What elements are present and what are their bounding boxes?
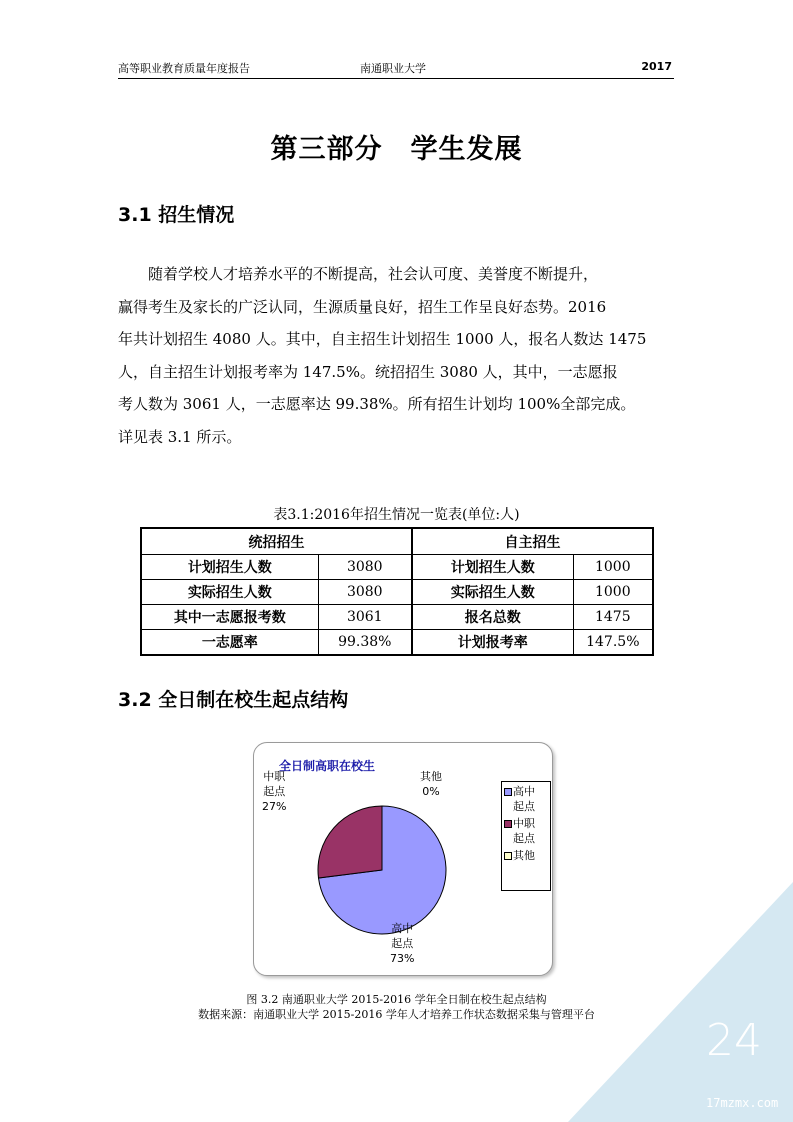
figure-caption: 图 3.2 南通职业大学 2015-2016 学年全日制在校生起点结构 bbox=[246, 993, 547, 1006]
row-value: 3080 bbox=[318, 580, 412, 605]
legend-item-other bbox=[502, 848, 550, 863]
chart-legend bbox=[501, 781, 551, 891]
pie-label-other bbox=[420, 769, 442, 799]
row-value: 1475 bbox=[573, 605, 653, 630]
legend-item-high-school bbox=[502, 784, 550, 814]
legend-label: 起点 bbox=[513, 832, 535, 845]
table-caption: 表3.1:2016年招生情况一览表(单位:人) bbox=[273, 507, 520, 523]
paragraph-line: 考人数为 3061 人，一志愿率达 99.38%。所有招生计划均 100%全部完成。 bbox=[118, 395, 636, 413]
paragraph-line: 随着学校人才培养水平的不断提高，社会认可度、美誉度不断提升， bbox=[148, 265, 599, 283]
figure-data-source: 数据来源：南通职业大学 2015-2016 学年人才培养工作状态数据采集与管理平台 bbox=[198, 1008, 595, 1021]
row-label: 其中一志愿报考数 bbox=[141, 605, 318, 630]
row-value: 3061 bbox=[318, 605, 412, 630]
paragraph-line: 人，自主招生计划报考率为 147.5%。统招招生 3080 人，其中，一志愿报 bbox=[118, 362, 618, 381]
page-title: 第三部分 学生发展 bbox=[270, 134, 523, 165]
row-label: 计划报考率 bbox=[412, 630, 573, 656]
pie-label-vocational bbox=[262, 769, 286, 814]
legend-label: 起点 bbox=[513, 800, 535, 813]
section-heading-student-origin: 3.2 全日制在校生起点结构 bbox=[118, 689, 349, 711]
legend-label: 其他 bbox=[513, 849, 535, 862]
pie-label-text: 起点 bbox=[263, 785, 286, 798]
page-header bbox=[118, 58, 674, 79]
pie-label-text: 中职 bbox=[263, 770, 286, 783]
header-school-name: 南通职业大学 bbox=[360, 62, 426, 75]
legend-label: 中职 bbox=[513, 817, 535, 830]
row-value: 1000 bbox=[573, 555, 653, 580]
header-year: 2017 bbox=[641, 60, 672, 73]
pie-label-percent: 73% bbox=[390, 952, 415, 965]
page-number: 24 bbox=[706, 1015, 762, 1066]
enrollment-paragraph bbox=[118, 258, 678, 453]
legend-swatch bbox=[504, 852, 512, 860]
header-report-title: 高等职业教育质量年度报告 bbox=[118, 62, 250, 75]
corner-triangle-decoration bbox=[568, 882, 793, 1122]
row-value: 3080 bbox=[318, 555, 412, 580]
row-label: 报名总数 bbox=[412, 605, 573, 630]
pie-slice-vocational bbox=[318, 806, 382, 878]
row-value: 99.38% bbox=[318, 630, 412, 656]
table-row bbox=[141, 605, 653, 630]
row-label: 计划招生人数 bbox=[141, 555, 318, 580]
group-unified-enrollment: 统招招生 bbox=[141, 528, 412, 555]
pie-label-percent: 27% bbox=[262, 800, 287, 813]
table-row bbox=[141, 555, 653, 580]
section-heading-enrollment: 3.1 招生情况 bbox=[118, 204, 235, 226]
pie-label-high-school bbox=[390, 921, 414, 966]
row-label: 实际招生人数 bbox=[141, 580, 318, 605]
legend-label: 高中 bbox=[513, 785, 535, 798]
row-label: 计划招生人数 bbox=[412, 555, 573, 580]
pie-label-text: 起点 bbox=[391, 937, 414, 950]
chart-title: 全日制高职在校生 bbox=[279, 759, 376, 773]
row-value: 1000 bbox=[573, 580, 653, 605]
table-row bbox=[141, 580, 653, 605]
row-label: 实际招生人数 bbox=[412, 580, 573, 605]
legend-item-vocational bbox=[502, 816, 550, 846]
legend-swatch bbox=[504, 788, 512, 796]
table-header-row bbox=[141, 528, 653, 555]
pie-label-percent: 0% bbox=[422, 785, 440, 798]
group-independent-enrollment: 自主招生 bbox=[412, 528, 653, 555]
row-value: 147.5% bbox=[573, 630, 653, 656]
paragraph-line: 详见表 3.1 所示。 bbox=[118, 427, 242, 446]
pie-chart bbox=[253, 742, 553, 976]
pie-label-text: 其他 bbox=[420, 770, 442, 783]
row-label: 一志愿率 bbox=[141, 630, 318, 656]
table-row bbox=[141, 630, 653, 656]
paragraph-line: 赢得考生及家长的广泛认同，生源质量良好，招生工作呈良好态势。2016 bbox=[118, 297, 607, 316]
site-watermark: 17mzmx.com bbox=[706, 1096, 779, 1110]
paragraph-line: 年共计划招生 4080 人。其中，自主招生计划招生 1000 人，报名人数达 1475 bbox=[118, 330, 647, 348]
legend-swatch bbox=[504, 820, 512, 828]
pie-label-text: 高中 bbox=[391, 922, 414, 935]
enrollment-table bbox=[140, 527, 654, 656]
